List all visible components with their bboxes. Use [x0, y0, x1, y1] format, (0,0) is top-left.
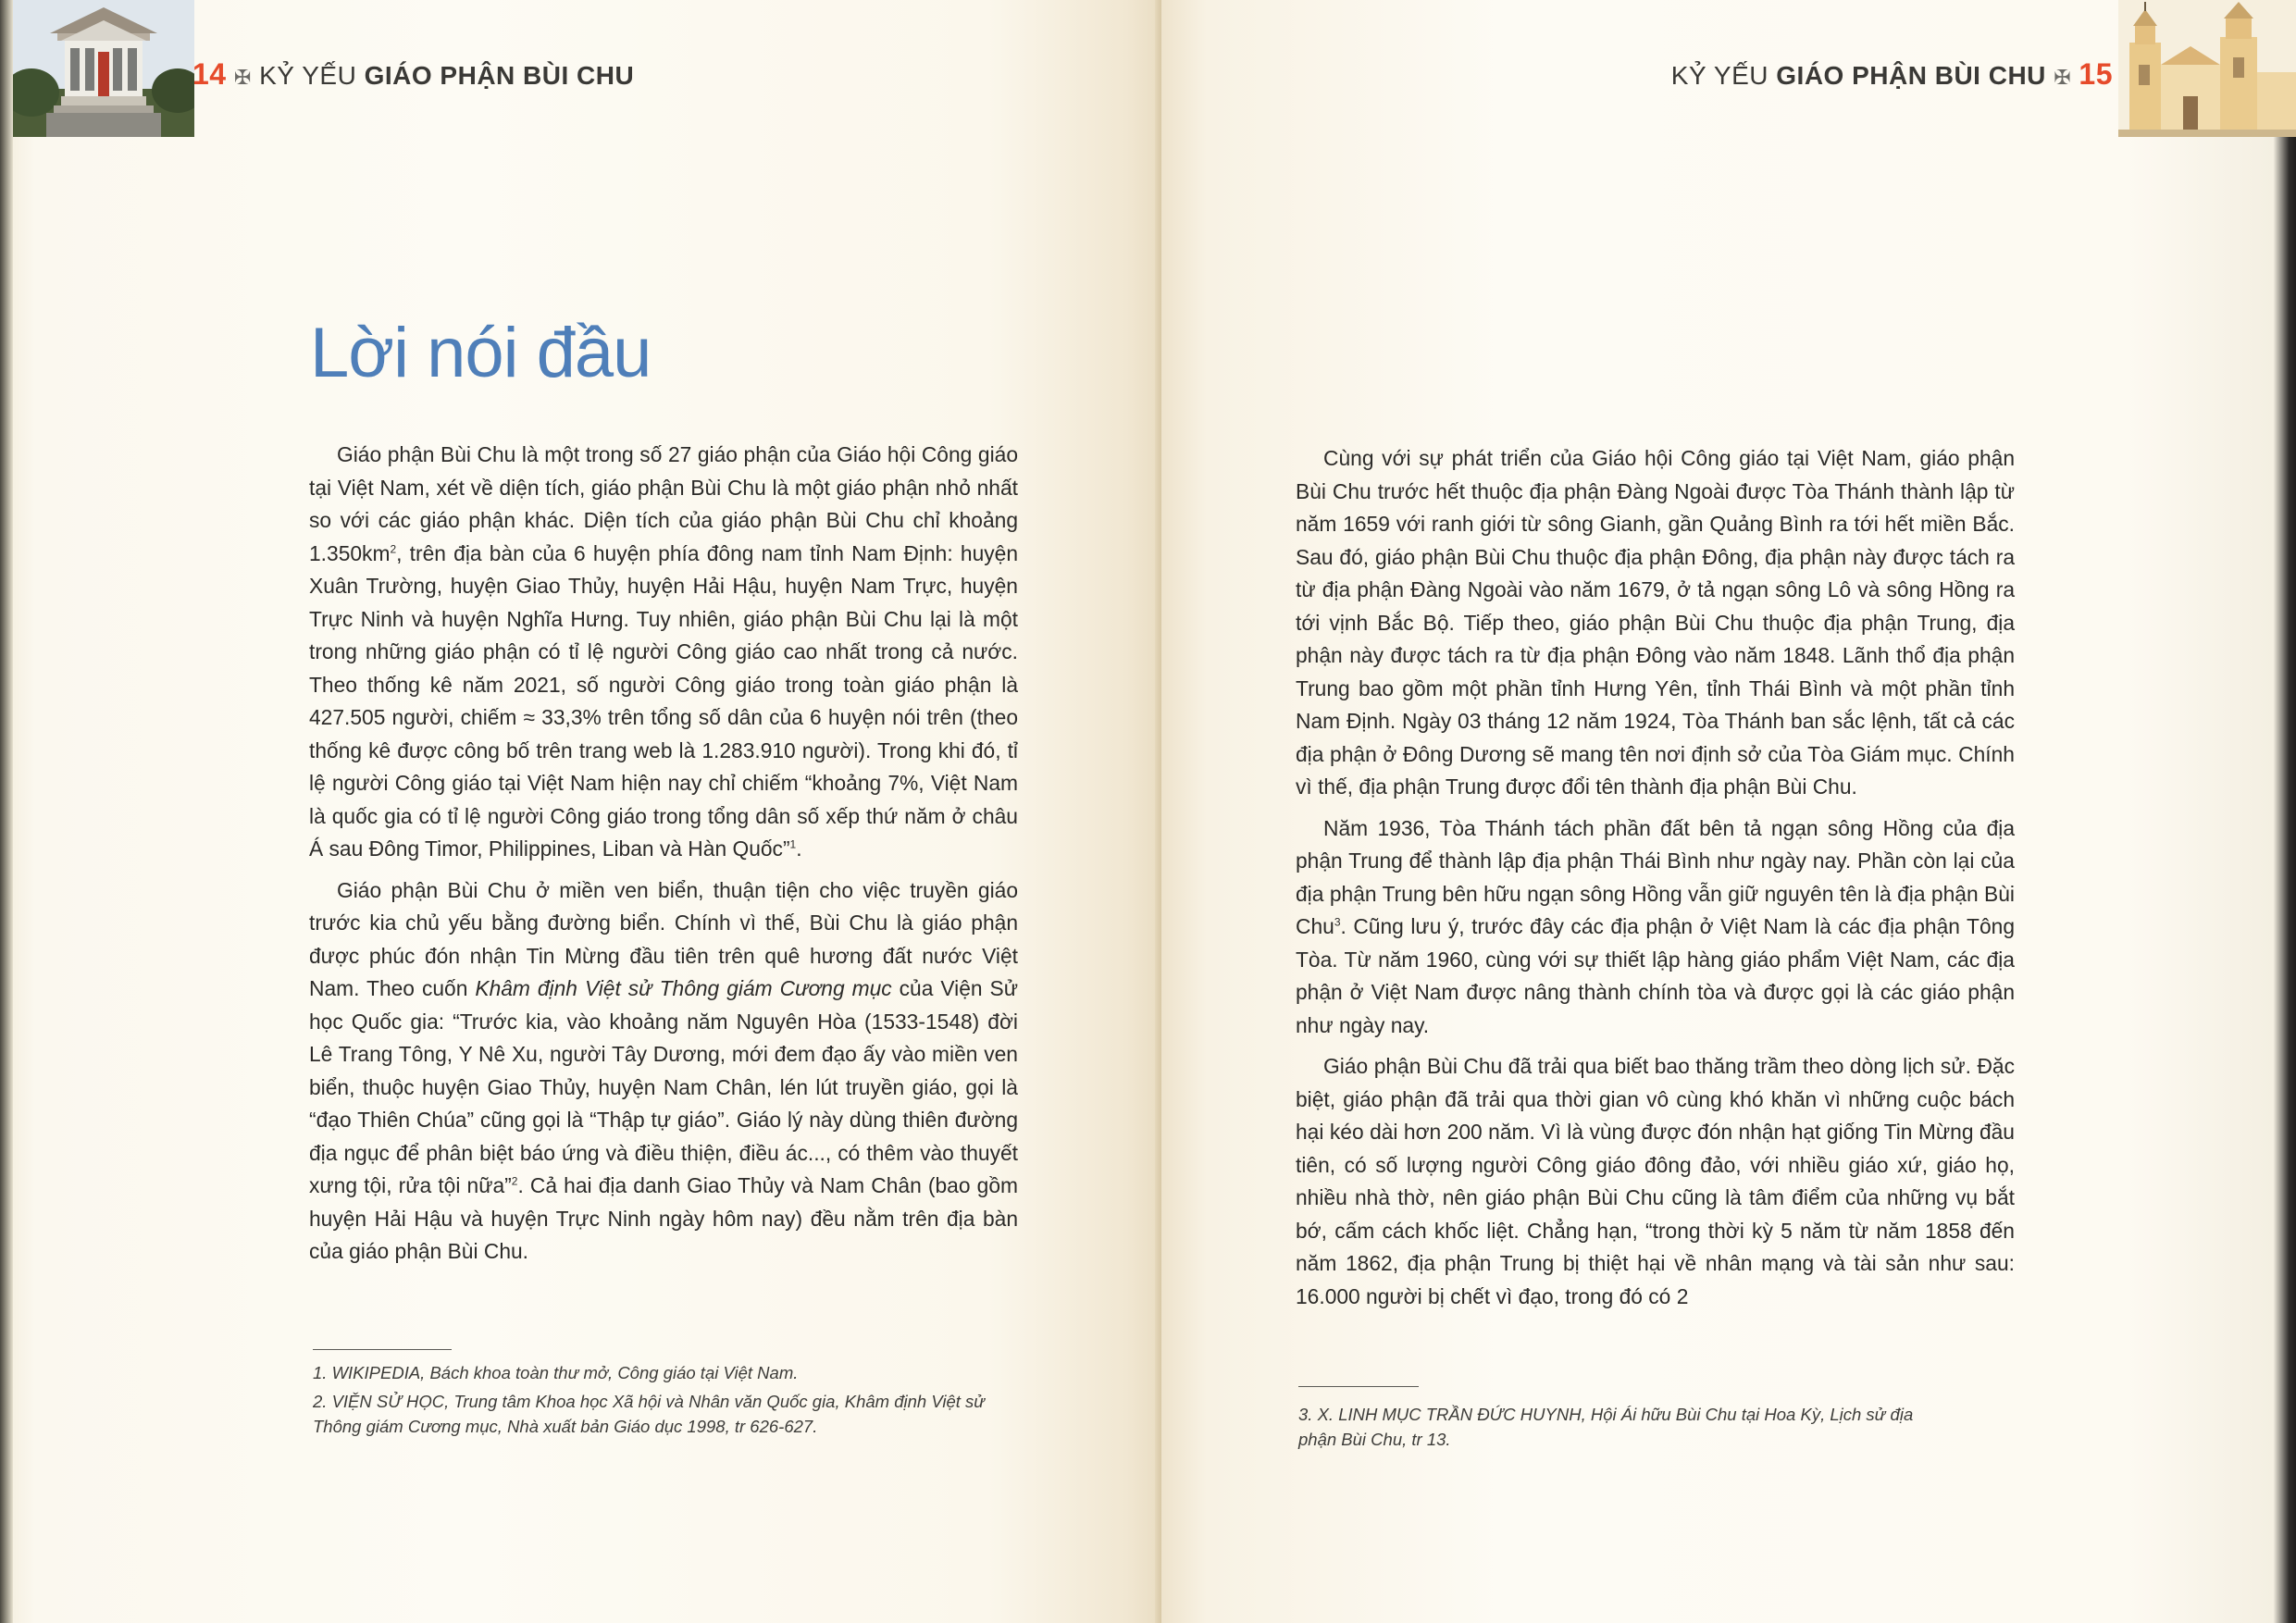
cathedral-hall-photo: [13, 0, 194, 137]
footnotes-left: [313, 1360, 1016, 1443]
header-title-light: KỶ YẾU: [259, 61, 357, 90]
text-run: .: [796, 836, 802, 861]
right-page: [1161, 0, 2296, 1623]
text-run: . Cũng lưu ý, trước đây các địa phận ở Việt Nam là các địa phận Tông Tòa. Từ năm 1960, cùng với sự thiết lập hàng giáo phẩm Việt Nam, các địa phận ở Việt Nam được nâng thành chính tòa và được gọi là các giáo phận như ngày nay.: [1296, 914, 2015, 1037]
text-run: của Viện Sử học Quốc gia: “Trước kia, vào khoảng năm Nguyên Hòa (1533-1548) đời Lê Trang Tông, Y Nê Xu, người Tây Dương, mới đem đạo ấy vào miền ven biển, thuộc huyện Giao Thủy, huyện Nam Chân, lén lút truyền giáo, gọi là “đạo Thiên Chúa” cũng gọi là “Thập tự giáo”. Giáo lý này dùng thiên đường địa ngục để phân biệt báo ứng và điều thiện, điều ác..., có thêm vào thuyết xưng tội, rửa tội nữa”: [309, 976, 1019, 1197]
left-body-text: [309, 439, 1018, 1269]
cathedral-photo: [2118, 0, 2296, 137]
footnote: 2. VIỆN SỬ HỌC, Trung tâm Khoa học Xã hội và Nhân văn Quốc gia, Khâm định Việt sử Thông giám Cương mục, Nhà xuất bản Giáo dục 1998, tr 626-627.: [313, 1392, 985, 1436]
maltese-cross-icon: ✠: [2054, 66, 2072, 89]
footnote-ref: 2: [511, 1174, 518, 1188]
page-number: 15: [2079, 57, 2113, 91]
footnote: 1. WIKIPEDIA, Bách khoa toàn thư mở, Công giáo tại Việt Nam.: [313, 1363, 799, 1382]
text-run: Giáo phận Bùi Chu đã trải qua biết bao thăng trầm theo dòng lịch sử. Đặc biệt, giáo phận đã trải qua thời gian vô cùng khó khăn vì những cuộc bách hại kéo dài hơn 200 năm. Vì là vùng được đón nhận hạt giống Tin Mừng đầu tiên, có số lượng người Công giáo đông đảo, với nhiều giáo xứ, giáo họ, nhiều nhà thờ, nên giáo phận Bùi Chu cũng là tâm điểm của những vụ bắt bớ, cấm cách khốc liệt. Chẳng hạn, “trong thời kỳ 5 năm từ năm 1858 đến năm 1862, địa phận Trung bị thiệt hại về nhân mạng và tài sản như sau: 16.000 người bị chết vì đạo, trong đó có 2: [1296, 1054, 2015, 1308]
text-run: Giáo phận Bùi Chu là một trong số 27 giáo phận của Giáo hội Công giáo tại Việt Nam, xét về diện tích, giáo phận Bùi Chu là một giáo phận nhỏ nhất so với các giáo phận khác. Diện tích của giáo phận Bùi Chu chỉ khoảng 1.350km: [309, 442, 1018, 565]
text-run: , trên địa bàn của 6 huyện phía đông nam tỉnh Nam Định: huyện Xuân Trường, huyện Giao Thủy, huyện Hải Hậu, huyện Nam Trực, huyện Trực Ninh và huyện Nghĩa Hưng. Tuy nhiên, giáo phận Bùi Chu lại là một trong những giáo phận có tỉ lệ người Công giáo cao nhất trong cả nước. Theo thống kê năm 2021, số người Công giáo trong toàn giáo phận là 427.505 người, chiếm ≈ 33,3% trên tổng số dân của 6 huyện nói trên (theo thống kê được công bố trên trang web là 1.283.910 người). Trong khi đó, tỉ lệ người Công giáo tại Việt Nam hiện nay chỉ chiếm “khoảng 7%, Việt Nam là quốc gia có tỉ lệ người Công giáo trong tổng dân số xếp thứ năm ở châu Á sau Đông Timor, Philippines, Liban và Hàn Quốc”: [309, 540, 1018, 861]
body-paragraph: [309, 874, 1018, 1269]
footnotes-right: [1298, 1402, 1946, 1456]
book-title: Khâm định Việt sử Thông giám Cương mục: [475, 976, 892, 1000]
footnote-divider: [313, 1349, 452, 1350]
header-title-bold: GIÁO PHẬN BÙI CHU: [364, 61, 635, 90]
body-paragraph: [1296, 812, 2015, 1043]
footnote-ref: 1: [789, 837, 797, 851]
footnote-ref: 2: [390, 541, 397, 555]
text-run: Giáo phận Bùi Chu ở miền ven biển, thuận tiện cho việc truyền giáo trước kia chủ yếu bằng đường biển. Chính vì thế, Bùi Chu là giáo phận được phúc đón nhận Tin Mừng đầu tiên trên quê hương đất nước Việt Nam. Theo cuốn: [309, 877, 1018, 1000]
scan-edge: [0, 0, 13, 1623]
footnote-ref: 3: [1334, 915, 1341, 929]
text-run: . Cả hai địa danh Giao Thủy và Nam Chân (bao gồm huyện Hải Hậu và huyện Trực Ninh ngày hôm nay) đều nằm trên địa bàn của giáo phận Bùi Chu.: [309, 1173, 1018, 1263]
body-paragraph: [309, 439, 1018, 866]
page-title: Lời nói đầu: [310, 314, 652, 392]
header-title-light: KỶ YẾU: [1670, 61, 1769, 90]
body-paragraph: [1296, 442, 2015, 804]
running-header-right: [1671, 57, 2113, 92]
running-header-left: [192, 57, 634, 92]
right-body-text: [1296, 442, 2015, 1313]
text-run: Năm 1936, Tòa Thánh tách phần đất bên tả ngạn sông Hồng của địa phận Trung để thành lập địa phận Thái Bình như ngày nay. Phần còn lại của địa phận Trung bên hữu ngạn sông Hồng vẫn giữ nguyên tên là địa phận Bùi Chu: [1296, 815, 2015, 938]
footnote: 3. X. LINH MỤC TRẦN ĐỨC HUYNH, Hội Ái hữu Bùi Chu tại Hoa Kỳ, Lịch sử địa phận Bùi Chu, tr 13.: [1298, 1405, 1914, 1449]
body-paragraph: [1296, 1050, 2015, 1313]
page-number: 14: [192, 57, 227, 91]
footnote-divider: [1298, 1386, 1419, 1387]
text-run: Cùng với sự phát triển của Giáo hội Công giáo tại Việt Nam, giáo phận Bùi Chu trước hết thuộc địa phận Đàng Ngoài được Tòa Thánh thành lập từ năm 1659 với ranh giới từ sông Gianh, gần Quảng Bình ra tới hết miền Bắc. Sau đó, giáo phận Bùi Chu thuộc địa phận Đông, địa phận này được tách ra từ địa phận Đàng Ngoài vào năm 1679, ở tả ngạn sông Lô và sông Hồng ra tới vịnh Bắc Bộ. Tiếp theo, giáo phận Bùi Chu thuộc địa phận Trung, địa phận này được tách ra từ địa phận Đông vào năm 1848. Lãnh thổ địa phận Trung bao gồm một phần tỉnh Hưng Yên, tỉnh Thái Bình và một phần tỉnh Nam Định. Ngày 03 tháng 12 năm 1924, Tòa Thánh ban sắc lệnh, tất cả các địa phận ở Đông Dương sẽ mang tên nơi định sở của Tòa Giám mục. Chính vì thế, địa phận Trung được đổi tên thành địa phận Bùi Chu.: [1296, 446, 2015, 799]
header-title-bold: GIÁO PHẬN BÙI CHU: [1776, 61, 2046, 90]
maltese-cross-icon: ✠: [233, 66, 252, 89]
